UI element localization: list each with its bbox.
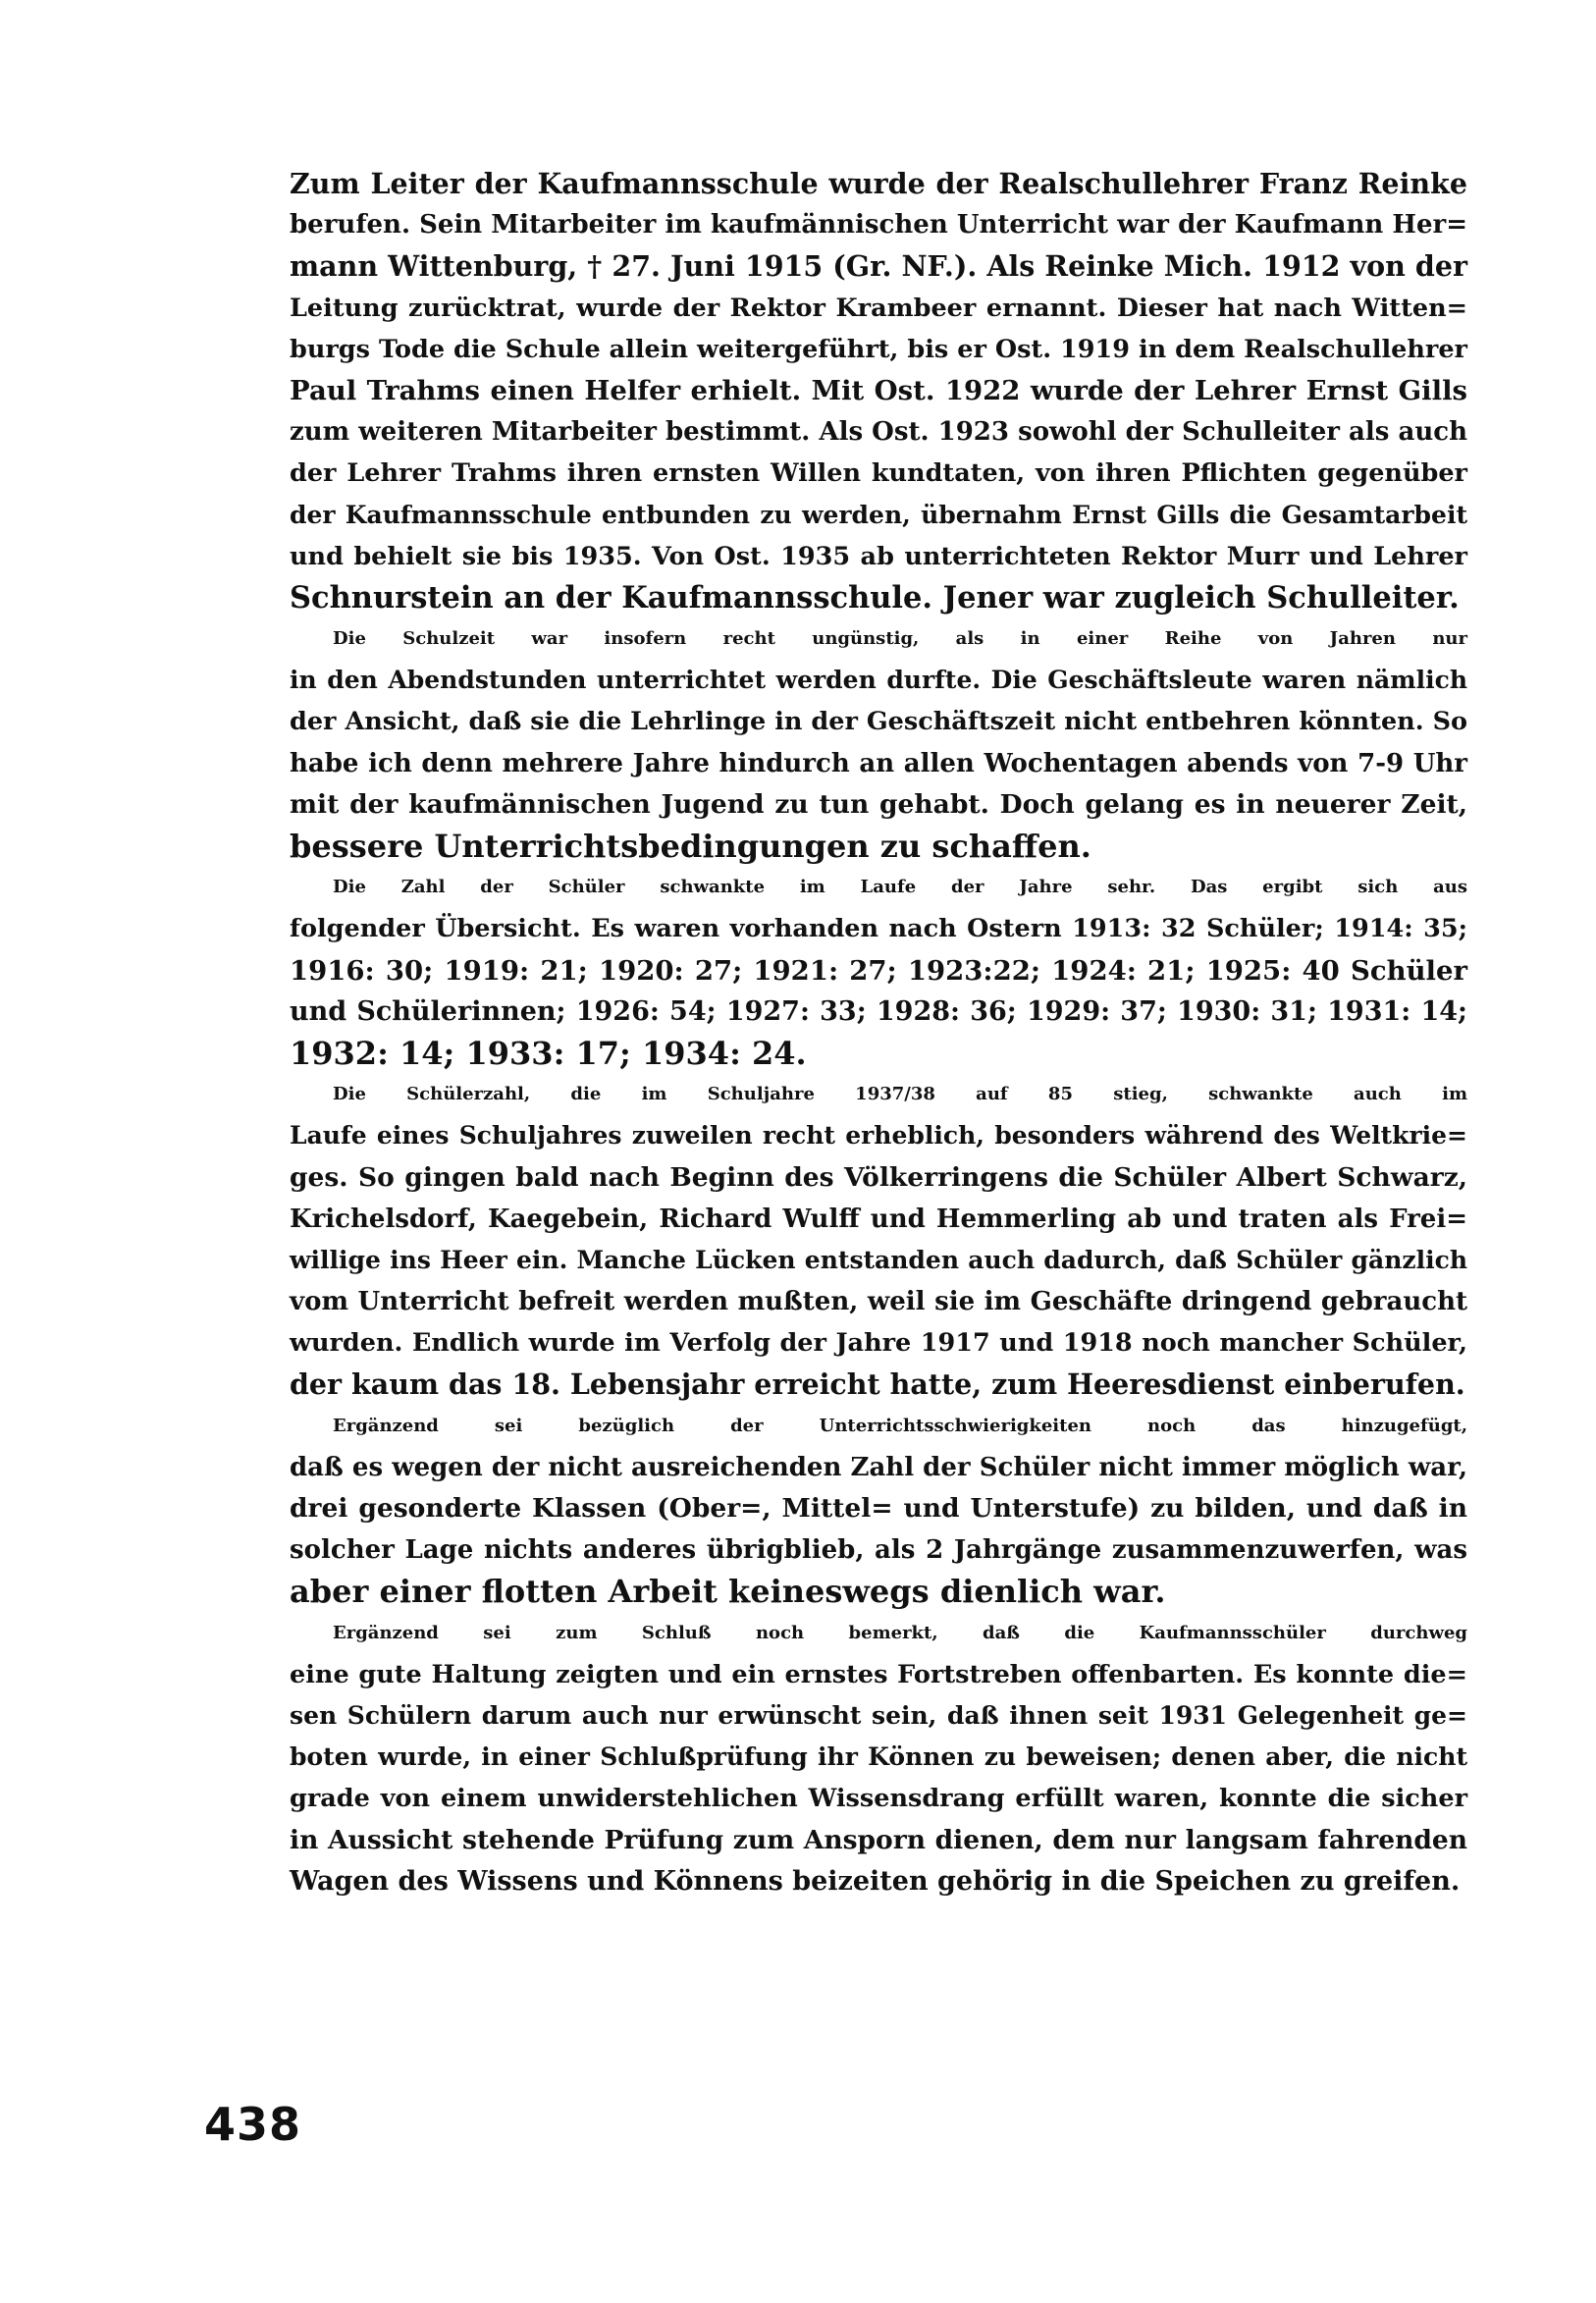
body-text xyxy=(290,163,1467,1902)
text-line: wurden. Endlich wurde im Verfolg der Jahre 1917 und 1918 noch mancher Schüler, xyxy=(290,1328,1467,1359)
paragraph xyxy=(290,1074,1467,1406)
text-line: bessere Unterrichtsbedingungen zu schaffen. xyxy=(290,828,1091,865)
text-line: Schnurstein an der Kaufmannsschule. Jener war zugleich Schulleiter. xyxy=(290,579,1460,616)
text-line: Krichelsdorf, Kaegebein, Richard Wulff und Hemmerling ab und traten als Frei= xyxy=(290,1204,1467,1234)
text-line: eine gute Haltung zeigten und ein ernstes Fortstreben offenbarten. Es konnte die= xyxy=(290,1659,1467,1689)
text-line: sen Schülern darum auch nur erwünscht sein, daß ihnen seit 1931 Gelegenheit ge= xyxy=(290,1700,1467,1730)
text-line: folgender Übersicht. Es waren vorhanden nach Ostern 1913: 32 Schüler; 1914: 35; xyxy=(290,914,1467,944)
text-line: und behielt sie bis 1935. Von Ost. 1935 ab unterrichteten Rektor Murr und Lehrer xyxy=(290,541,1467,571)
text-line: zum weiteren Mitarbeiter bestimmt. Als Ost. 1923 sowohl der Schulleiter als auch xyxy=(290,417,1467,448)
text-line: daß es wegen der nicht ausreichenden Zahl der Schüler nicht immer möglich war, xyxy=(290,1452,1467,1482)
text-line: Die Schulzeit war insofern recht ungünstig, als in einer Reihe von Jahren nur xyxy=(333,628,1467,650)
text-line: boten wurde, in einer Schlußprüfung ihr Können zu beweisen; denen aber, die nicht xyxy=(290,1742,1467,1772)
text-line: der Kaufmannsschule entbunden zu werden, übernahm Ernst Gills die Gesamtarbeit xyxy=(290,500,1467,529)
text-line: mann Wittenburg, † 27. Juni 1915 (Gr. NF.). Als Reinke Mich. 1912 von der xyxy=(290,249,1467,284)
text-line: Ergänzend sei zum Schluß noch bemerkt, daß die Kaufmannsschüler durchweg xyxy=(333,1622,1467,1643)
text-line: vom Unterricht befreit werden mußten, weil sie im Geschäfte dringend gebraucht xyxy=(290,1287,1467,1317)
text-line: Paul Trahms einen Helfer erhielt. Mit Ost. 1922 wurde der Lehrer Ernst Gills xyxy=(290,374,1467,406)
paragraph xyxy=(290,1406,1467,1613)
text-line: solcher Lage nichts anderes übrigblieb, als 2 Jahrgänge zusammenzuwerfen, was xyxy=(290,1535,1467,1566)
text-line: grade von einem unwiderstehlichen Wissensdrang erfüllt waren, konnte die sicher xyxy=(290,1784,1467,1814)
text-line: burgs Tode die Schule allein weitergeführt, bis er Ost. 1919 in dem Realschullehrer xyxy=(290,334,1467,364)
text-line: 1932: 14; 1933: 17; 1934: 24. xyxy=(290,1034,807,1072)
text-line: willige ins Heer ein. Manche Lücken entstanden auch dadurch, daß Schüler gänzlich xyxy=(290,1245,1467,1274)
text-line: ges. So gingen bald nach Beginn des Völkerringens die Schüler Albert Schwarz, xyxy=(290,1161,1467,1193)
text-line: in Aussicht stehende Prüfung zum Ansporn dienen, dem nur langsam fahrenden xyxy=(290,1824,1467,1855)
paragraph xyxy=(290,1613,1467,1902)
text-line: Wagen des Wissens und Könnens beizeiten gehörig in die Speichen zu greifen. xyxy=(290,1865,1461,1897)
text-line: der Ansicht, daß sie die Lehrlinge in der Geschäftszeit nicht entbehren könnten. So xyxy=(290,707,1467,737)
text-line: berufen. Sein Mitarbeiter im kaufmännischen Unterricht war der Kaufmann Her= xyxy=(290,210,1467,241)
text-line: der Lehrer Trahms ihren ernsten Willen kundtaten, von ihren Pflichten gegenüber xyxy=(290,458,1467,489)
text-line: Die Zahl der Schüler schwankte im Laufe der Jahre sehr. Das ergibt sich aus xyxy=(333,877,1467,898)
paragraph xyxy=(290,867,1467,1074)
paragraph xyxy=(290,618,1467,867)
page-number: 438 xyxy=(204,2098,302,2151)
text-line: in den Abendstunden unterrichtet werden durfte. Die Geschäftsleute waren nämlich xyxy=(290,666,1467,695)
text-line: Die Schülerzahl, die im Schuljahre 1937/38 auf 85 stieg, schwankte auch im xyxy=(333,1084,1467,1105)
text-line: habe ich denn mehrere Jahre hindurch an allen Wochentagen abends von 7-9 Uhr xyxy=(290,748,1467,778)
text-line: Leitung zurücktrat, wurde der Rektor Krambeer ernannt. Dieser hat nach Witten= xyxy=(290,293,1467,323)
text-line: Laufe eines Schuljahres zuweilen recht erheblich, besonders während des Weltkrie= xyxy=(290,1121,1467,1151)
text-line: 1916: 30; 1919: 21; 1920: 27; 1921: 27; 1923:22; 1924: 21; 1925: 40 Schüler xyxy=(290,954,1467,987)
text-line: Zum Leiter der Kaufmannsschule wurde der Realschullehrer Franz Reinke xyxy=(290,167,1467,200)
paragraph xyxy=(290,163,1467,618)
text-line: und Schülerinnen; 1926: 54; 1927: 33; 1928: 36; 1929: 37; 1930: 31; 1931: 14; xyxy=(290,995,1467,1027)
text-line: drei gesonderte Klassen (Ober=, Mittel= und Unterstufe) zu bilden, und daß in xyxy=(290,1493,1467,1524)
text-line: mit der kaufmännischen Jugend zu tun gehabt. Doch gelang es in neuerer Zeit, xyxy=(290,788,1467,820)
text-line: der kaum das 18. Lebensjahr erreicht hatte, zum Heeresdienst einberufen. xyxy=(290,1367,1465,1402)
text-line: Ergänzend sei bezüglich der Unterrichtsschwierigkeiten noch das hinzugefügt, xyxy=(333,1415,1467,1436)
text-line: aber einer flotten Arbeit keineswegs dienlich war. xyxy=(290,1573,1166,1611)
